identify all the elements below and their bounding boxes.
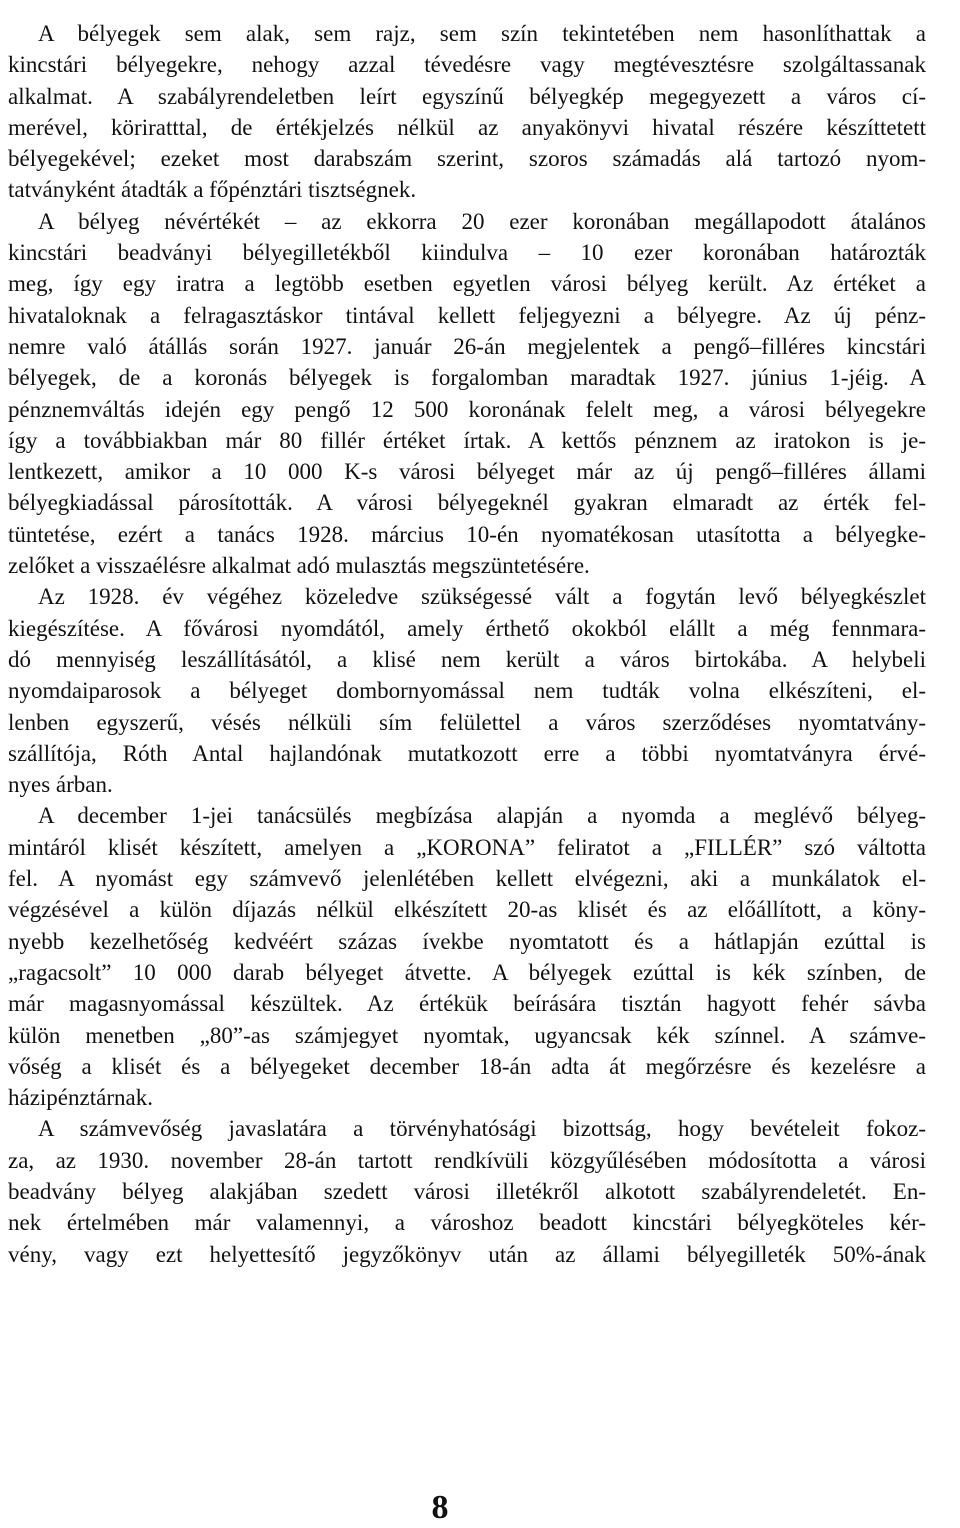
text-line: beadvány bélyeg alakjában szedett városi illetékről alkotott szabályrendeletét. En- (8, 1178, 926, 1204)
text-line: végzésével a külön díjazás nélkül elkészített 20-as klisét és az előállított, a köny- (8, 897, 926, 923)
text-line: bélyegekével; ezeket most darabszám szerint, szoros számadás alá tartozó nyom- (8, 146, 926, 172)
text-line: nemre való átállás során 1927. január 26-án megjelentek a pengő–filléres kincstári (8, 333, 926, 359)
text-line: A bélyeg névértékét – az ekkorra 20 ezer koronában megállapodott átalános (38, 208, 926, 234)
text-line: zelőket a visszaélésre alkalmat adó mulasztás megszüntetésére. (8, 553, 590, 579)
text-line: A december 1-jei tanácsülés megbízása alapján a nyomda a meglévő bélyeg- (38, 803, 926, 829)
text-line: nyebb kezelhetőség kedvéért százas ívekbe nyomtatott és a hátlapján ezúttal is (8, 928, 926, 954)
text-line: alkalmat. A szabályrendeletben leírt egyszínű bélyegkép megegyezett a város cí- (8, 83, 926, 109)
text-line: hivataloknak a felragasztáskor tintával kellett feljegyezni a bélyegre. Az új pénz- (8, 302, 926, 328)
text-line: fel. A nyomást egy számvevő jelenlétében kellett elvégezni, aki a munkálatok el- (8, 866, 926, 892)
text-line: dó mennyiség leszállításától, a klisé nem került a város birtokába. A helybeli (8, 646, 926, 672)
text-line: külön menetben „80”-as számjegyet nyomtak, ugyancsak kék színnel. A számve- (8, 1022, 926, 1048)
text-line: nyes árban. (8, 772, 113, 798)
text-line: kiegészítése. A fővárosi nyomdától, amely érthető okokból elállt a még fennmara- (8, 615, 926, 641)
text-line: Az 1928. év végéhez közeledve szükségessé vált a fogytán levő bélyegkészlet (38, 584, 926, 610)
text-line: szállítója, Róth Antal hajlandónak mutatkozott erre a többi nyomtatványra érvé- (8, 740, 926, 766)
text-line: vény, vagy ezt helyettesítő jegyzőkönyv után az állami bélyegilleték 50%-ának (8, 1241, 926, 1267)
text-line: kincstári beadványi bélyegilletékből kiindulva – 10 ezer koronában határozták (8, 240, 926, 266)
text-line: már magasnyomással készültek. Az értékük beírására tisztán hagyott fehér sávba (8, 991, 926, 1017)
text-line: merével, köriratttal, de értékjelzés nélkül az anyakönyvi hivatal részére készíttetett (8, 114, 926, 140)
text-line: tüntetése, ezért a tanács 1928. március 10-én nyomatékosan utasította a bélyegke- (8, 521, 926, 547)
body-text (8, 18, 926, 1270)
text-line: bélyegek, de a koronás bélyegek is forgalomban maradtak 1927. június 1-jéig. A (8, 365, 926, 391)
text-line: za, az 1930. november 28-án tartott rendkívüli közgyűlésében módosította a városi (8, 1147, 926, 1173)
text-line: pénznemváltás idején egy pengő 12 500 koronának felelt meg, a városi bélyegekre (8, 396, 926, 422)
text-line: meg, így egy iratra a legtöbb esetben egyetlen városi bélyeg került. Az értéket a (8, 271, 926, 297)
text-line: nyomdaiparosok a bélyeget dombornyomással nem tudták volna elkészíteni, el- (8, 678, 926, 704)
text-line: nek értelmében már valamennyi, a városhoz beadott kincstári bélyegköteles kér- (8, 1210, 926, 1236)
text-line: tatványként átadták a főpénztári tisztségnek. (8, 177, 417, 203)
text-line: A bélyegek sem alak, sem rajz, sem szín tekintetében nem hasonlíthattak a (38, 21, 926, 46)
text-line: lenben egyszerű, vésés nélküli sím felülettel a város szerződéses nyomtatvány- (8, 709, 926, 735)
text-line: bélyegkiadással párosították. A városi bélyegeknél gyakran elmaradt az érték fel- (8, 490, 926, 516)
text-line: házipénztárnak. (8, 1085, 153, 1111)
text-line: kincstári bélyegekre, nehogy azzal tévedésre vagy megtévesztésre szolgáltassanak (8, 52, 926, 78)
text-line: így a továbbiakban már 80 fillér értéket írtak. A kettős pénznem az iratokon is je- (8, 427, 926, 453)
text-line: mintáról klisét készített, amelyen a „KORONA” feliratot a „FILLÉR” szó váltotta (8, 834, 926, 860)
text-line: lentkezett, amikor a 10 000 K-s városi bélyeget már az új pengő–filléres állami (8, 459, 926, 485)
page-number: 8 (431, 1489, 449, 1526)
text-line: vőség a klisét és a bélyegeket december 18-án adta át megőrzésre és kezelésre a (8, 1053, 926, 1079)
text-line: A számvevőség javaslatára a törvényhatósági bizottság, hogy bevételeit fokoz- (38, 1116, 926, 1142)
text-line: „ragacsolt” 10 000 darab bélyeget átvette. A bélyegek ezúttal is kék színben, de (8, 959, 926, 985)
